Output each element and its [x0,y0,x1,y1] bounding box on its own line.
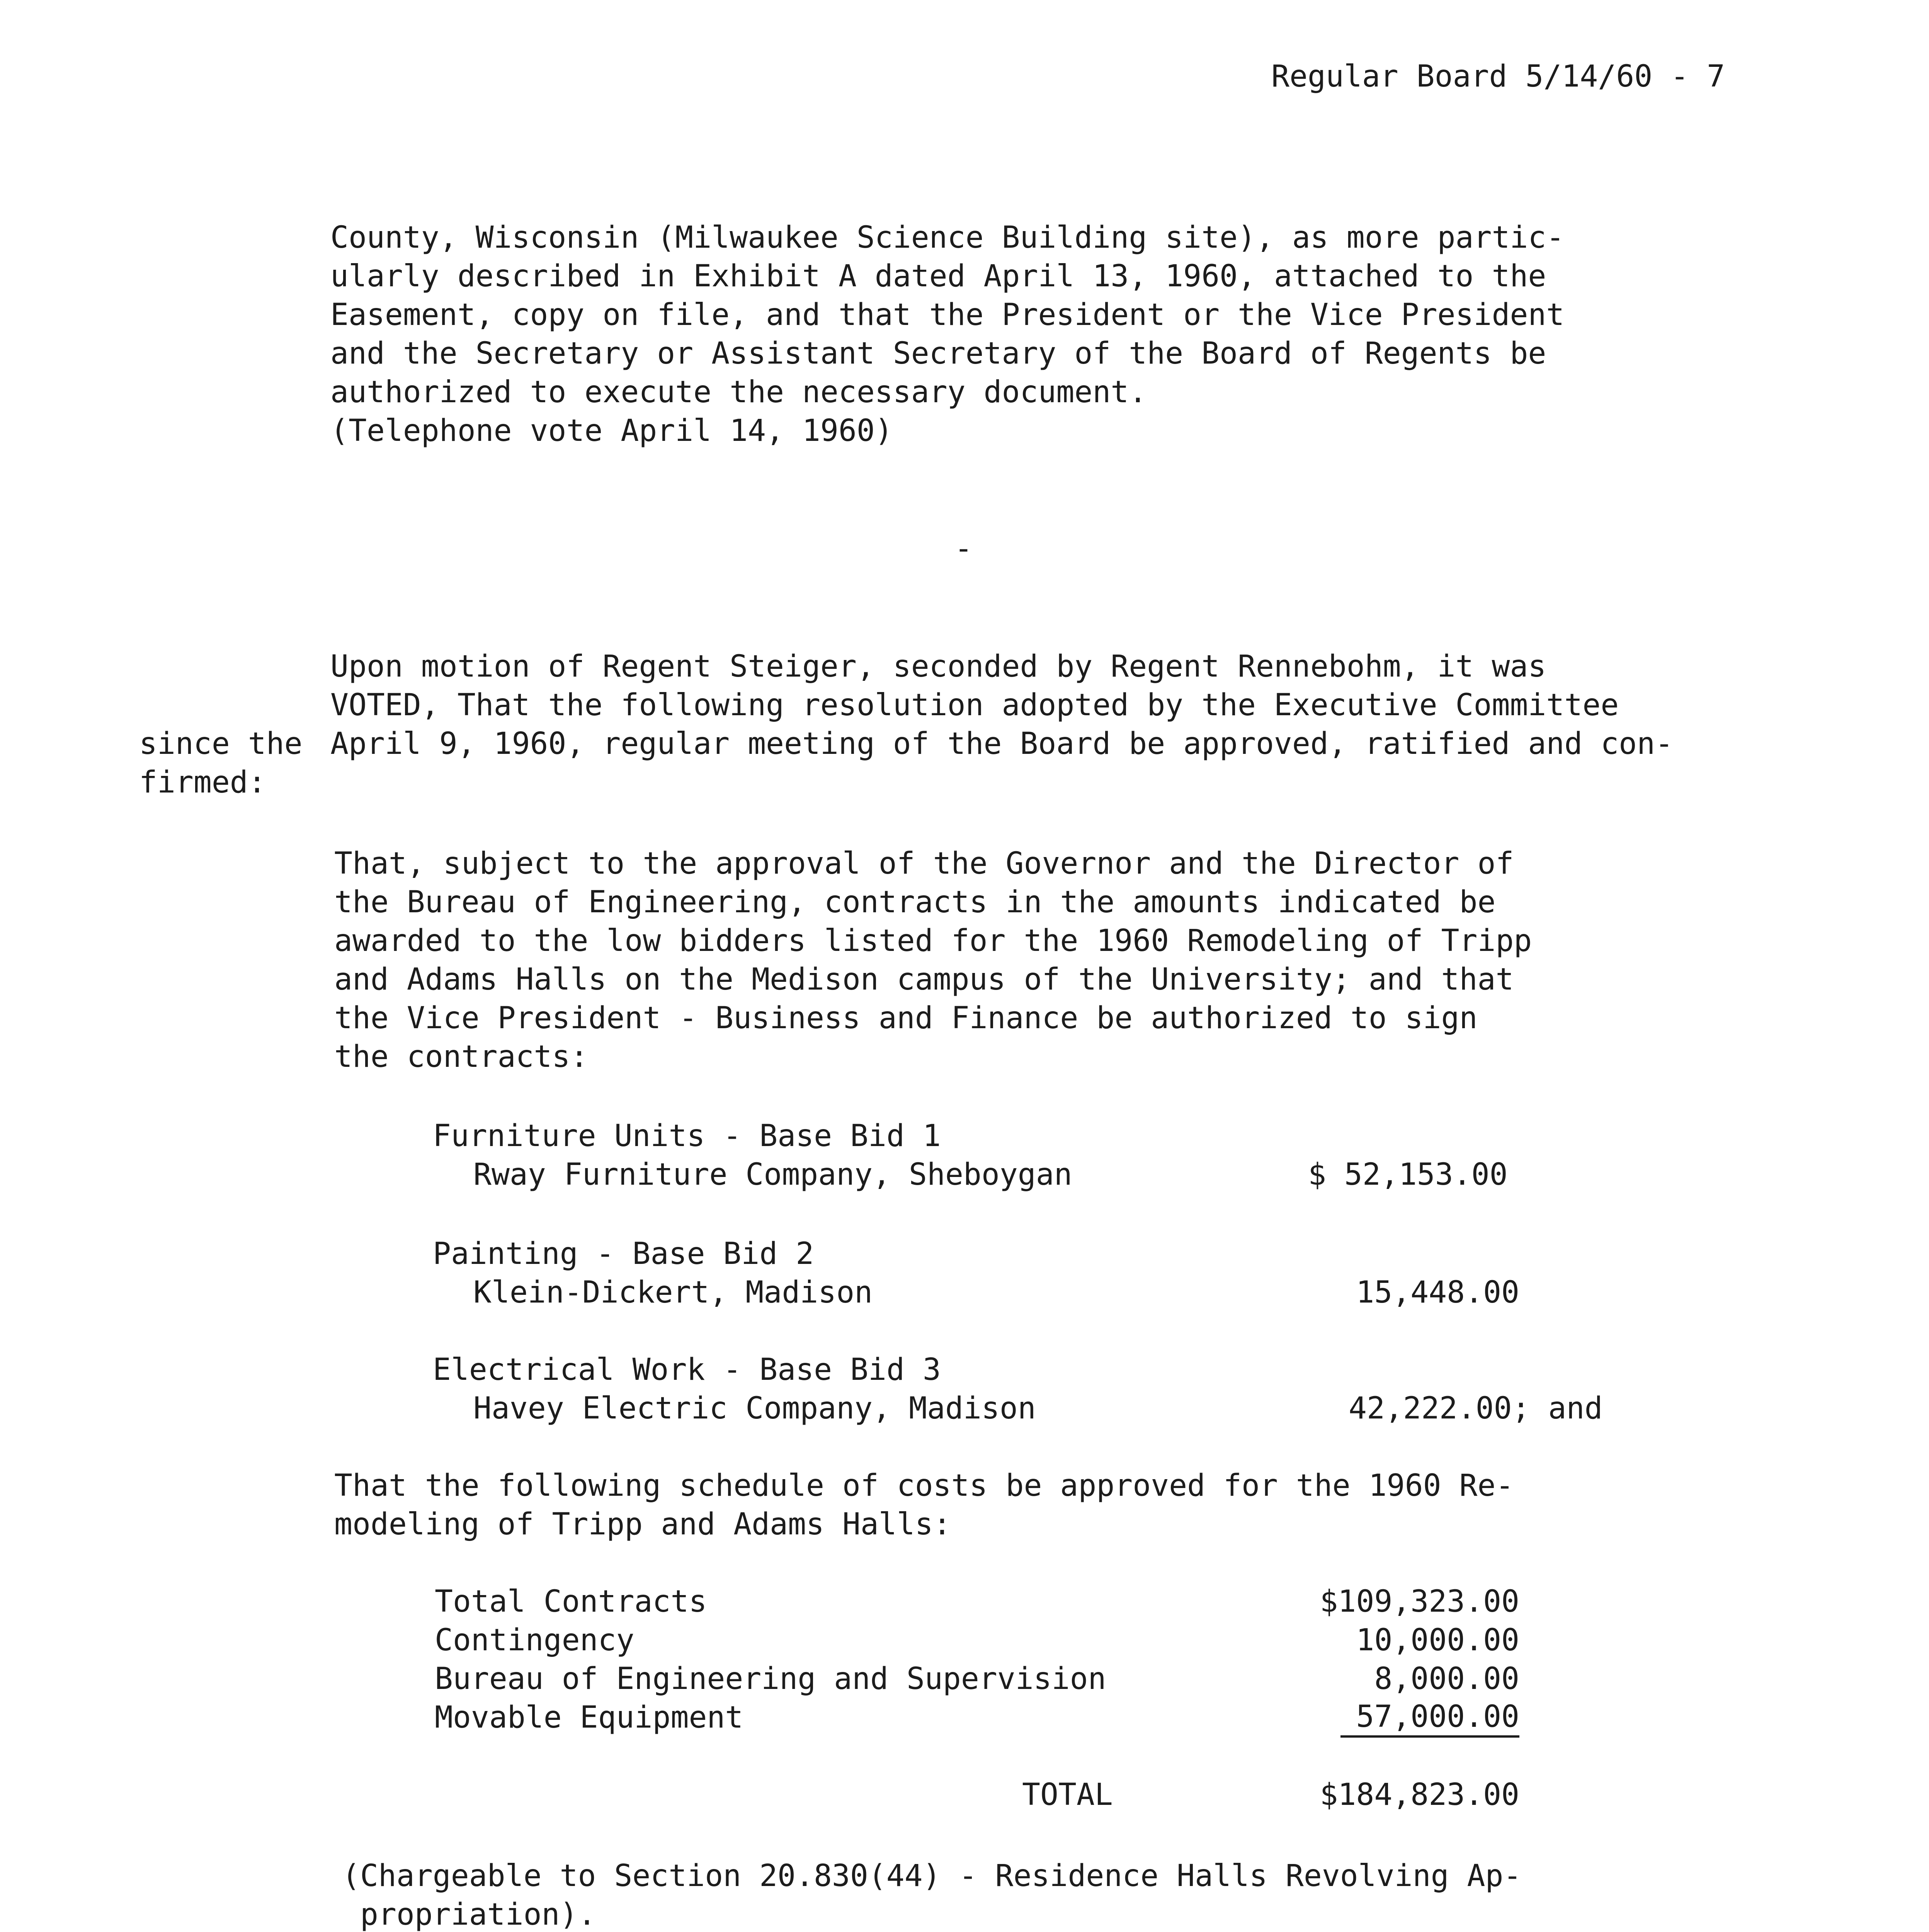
text-line: That the following schedule of costs be approved for the 1960 Re- [334,1468,1514,1503]
schedule-label: Movable Equipment [435,1700,743,1735]
text-line: (Chargeable to Section 20.830(44) - Residence Halls Revolving Ap- [342,1859,1522,1893]
easement-paragraph [330,218,1564,450]
steiger-motion [330,647,1673,763]
text-line: modeling of Tripp and Adams Halls: [334,1507,951,1542]
text-line: the contracts: [334,1039,589,1074]
contract-contractor: Rway Furniture Company, Sheboygan [473,1157,1072,1192]
total-label: TOTAL [1022,1777,1113,1812]
schedule-label: Bureau of Engineering and Supervision [435,1662,1106,1696]
text-line: VOTED, That the following resolution adopted by the Executive Committee [330,688,1619,723]
text-line: the Vice President - Business and Finance be authorized to sign [334,1001,1478,1036]
margin-text: firmed: [139,765,266,800]
schedule-label: Total Contracts [435,1584,707,1619]
running-head: Regular Board 5/14/60 - 7 [1271,59,1725,94]
section-separator: - [954,531,973,566]
text-line: the Bureau of Engineering, contracts in the amounts indicated be [334,885,1496,920]
schedule-amount: 8,000.00 [1374,1662,1519,1696]
resolution-paragraph [334,844,1532,1076]
chargeable-note [342,1857,1521,1932]
schedule-amount: 57,000.00 [1340,1698,1519,1738]
text-line: County, Wisconsin (Milwaukee Science Building site), as more partic- [330,220,1565,255]
contract-contractor: Havey Electric Company, Madison [473,1391,1036,1426]
contract-title: Furniture Units - Base Bid 1 [433,1119,941,1153]
schedule-intro [334,1466,1514,1544]
contract-amount: 15,448.00 [1356,1275,1519,1310]
text-line: ularly described in Exhibit A dated April 13, 1960, attached to the [330,259,1546,294]
text-line: propriation). [342,1897,596,1932]
text-line: (Telephone vote April 14, 1960) [330,413,893,448]
schedule-amount: $109,323.00 [1320,1584,1519,1619]
margin-text: since the [139,726,303,761]
schedule-amount: 10,000.00 [1356,1623,1519,1658]
text-line: awarded to the low bidders listed for the 1960 Remodeling of Tripp [334,923,1532,958]
schedule-label: Contingency [435,1623,634,1658]
contract-contractor: Klein-Dickert, Madison [473,1275,873,1310]
contract-amount: 42,222.00; and [1349,1391,1603,1426]
text-line: That, subject to the approval of the Governor and the Director of [334,846,1514,881]
contract-title: Painting - Base Bid 2 [433,1236,814,1271]
text-line: authorized to execute the necessary document. [330,375,1147,410]
text-line: and Adams Halls on the Medison campus of the University; and that [334,962,1514,997]
contract-title: Electrical Work - Base Bid 3 [433,1352,941,1387]
text-line: and the Secretary or Assistant Secretary of the Board of Regents be [330,336,1546,371]
contract-amount: $ 52,153.00 [1308,1157,1508,1192]
text-line: April 9, 1960, regular meeting of the Board be approved, ratified and con- [330,726,1674,761]
text-line: Easement, copy on file, and that the President or the Vice President [330,298,1565,332]
text-line: Upon motion of Regent Steiger, seconded by Regent Rennebohm, it was [330,649,1546,684]
total-amount: $184,823.00 [1320,1777,1519,1812]
